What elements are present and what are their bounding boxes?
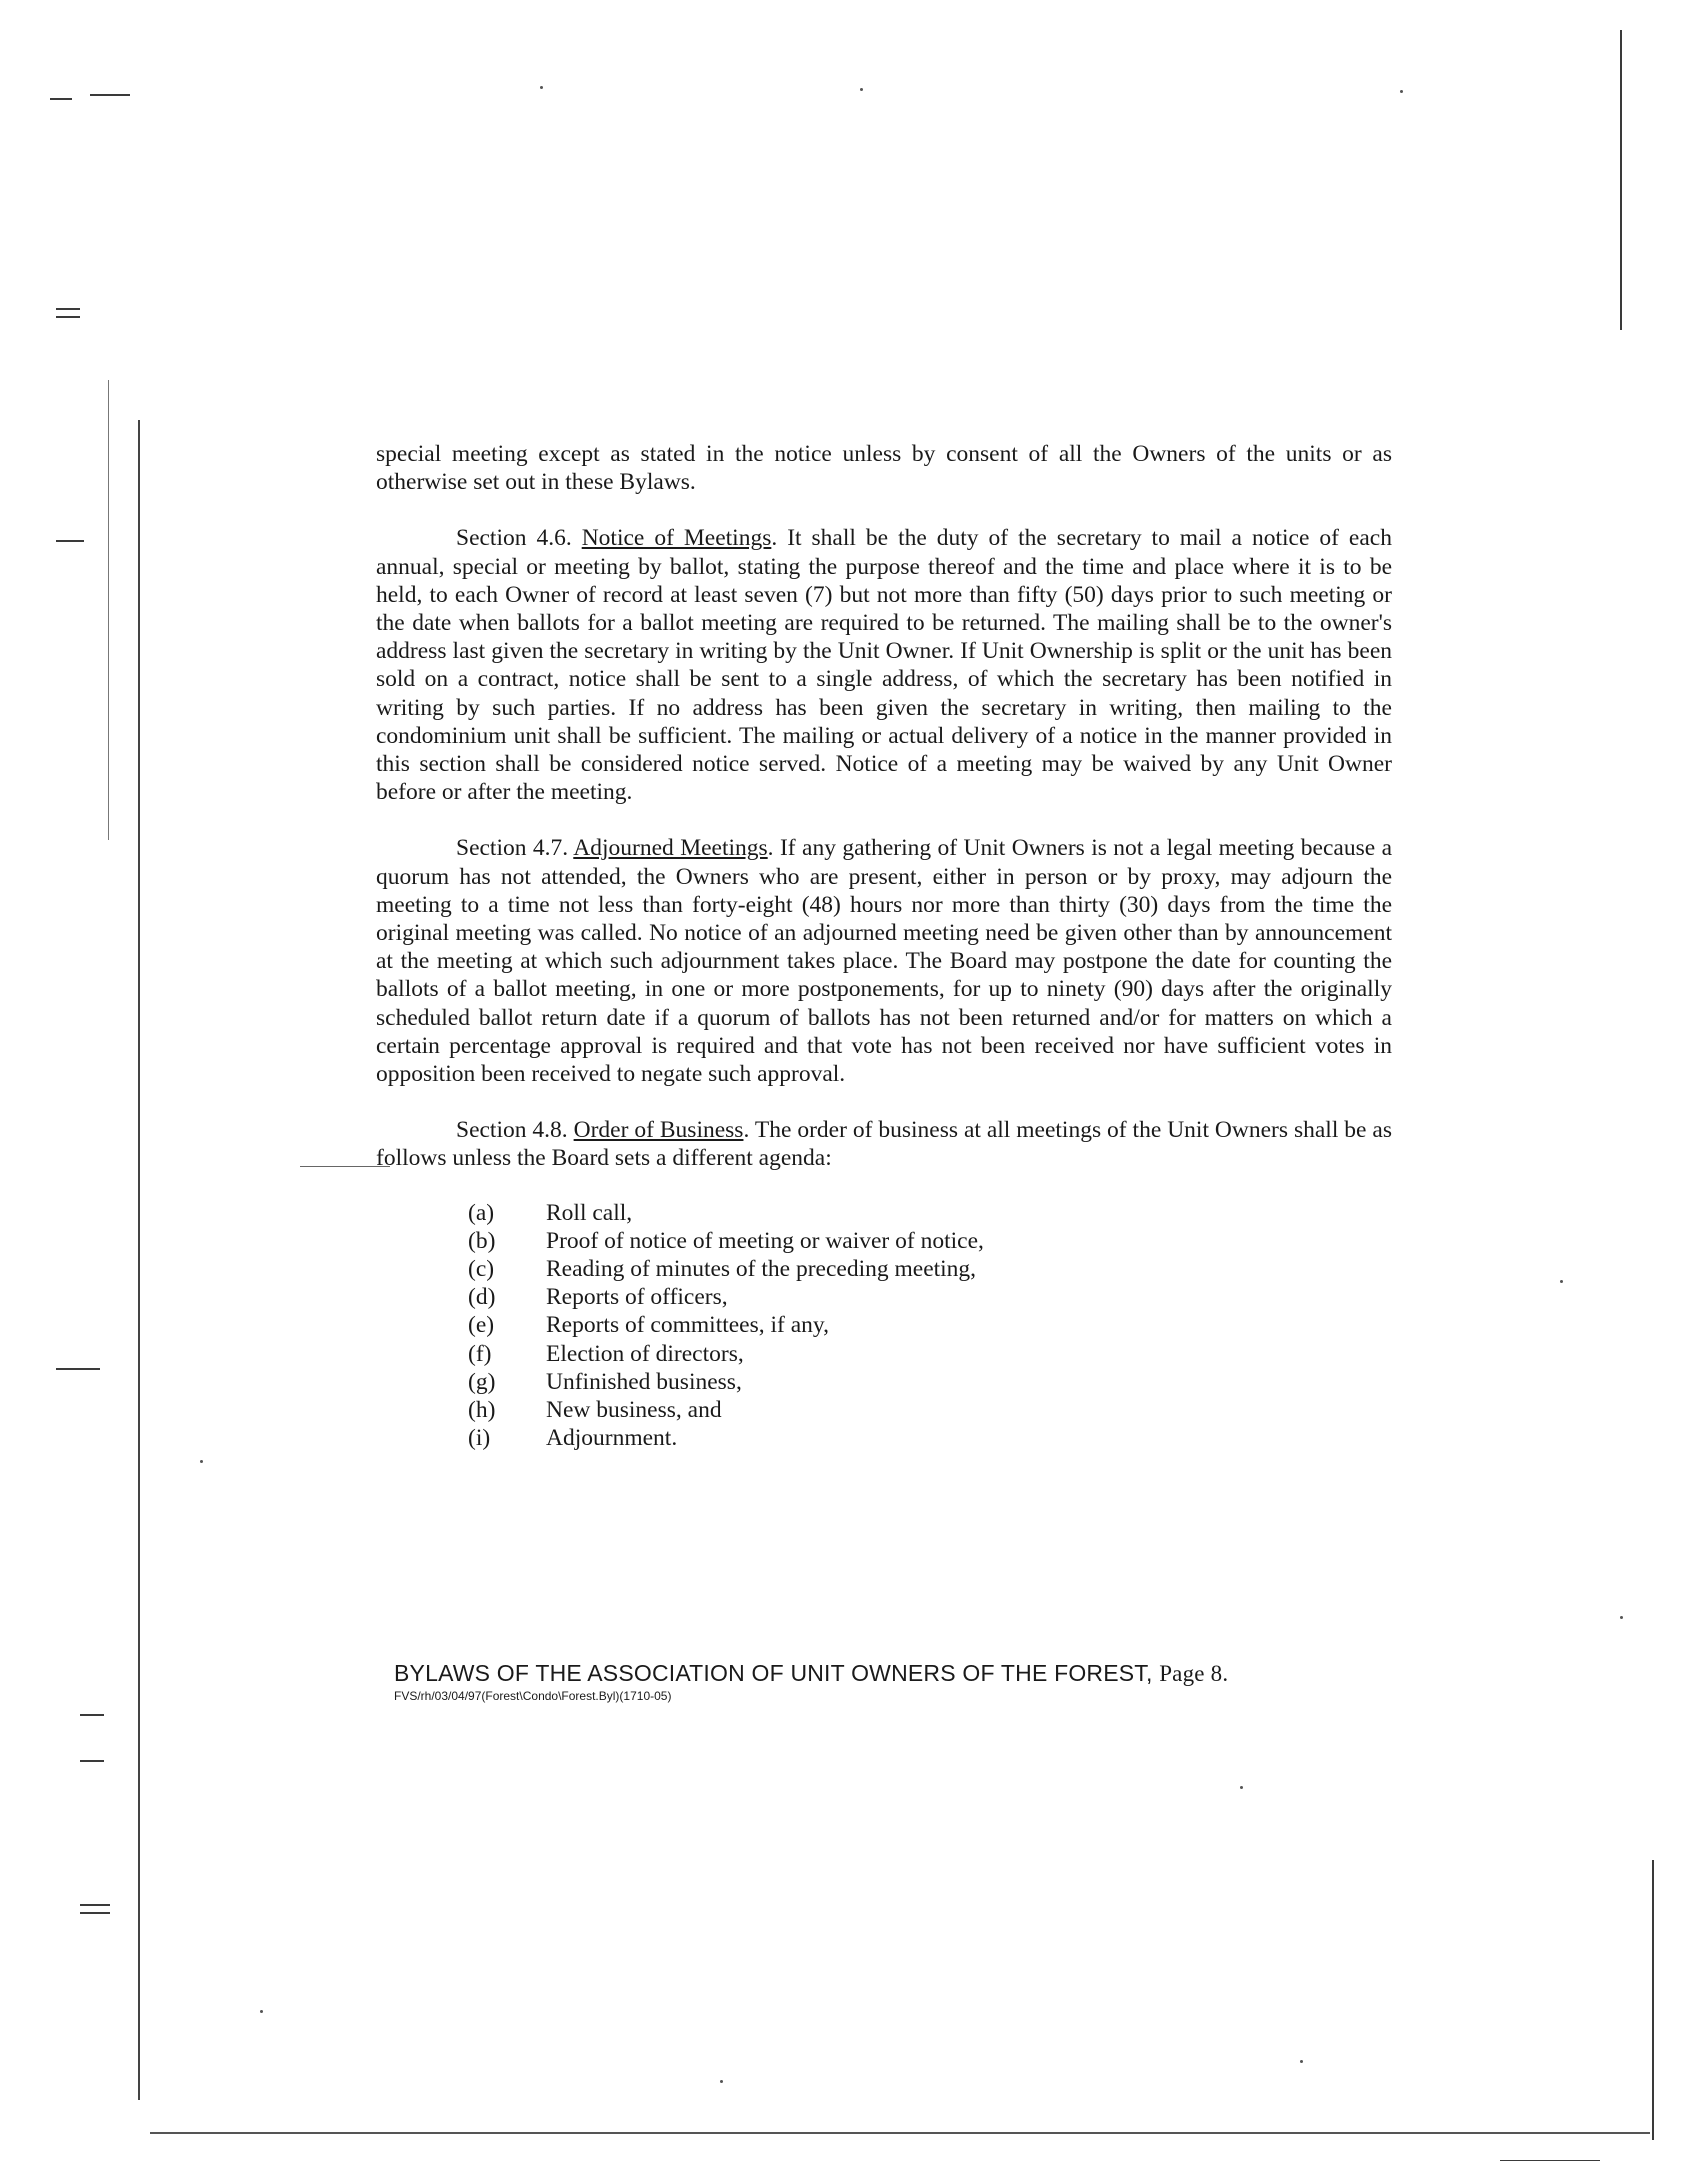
section-4-8 <box>376 1116 1392 1172</box>
scan-mark-left-1 <box>56 308 80 310</box>
page-number: Page 8. <box>1159 1661 1229 1686</box>
scan-speck <box>200 1460 203 1463</box>
scan-speck <box>1300 2060 1303 2063</box>
list-item <box>468 1283 1392 1311</box>
section-4-7 <box>376 834 1392 1088</box>
list-item-mark: (i) <box>468 1425 491 1452</box>
section-4-7-heading: Adjourned Meetings <box>573 835 768 862</box>
footer-document-title: BYLAWS OF THE ASSOCIATION OF UNIT OWNERS OF THE FOREST, <box>394 1660 1160 1686</box>
list-item <box>468 1340 1392 1368</box>
list-item <box>468 1368 1392 1396</box>
list-item-text: New business, and <box>546 1397 722 1424</box>
order-of-business-list <box>468 1199 1392 1453</box>
list-item <box>468 1255 1392 1283</box>
list-item-text: Adjournment. <box>546 1425 678 1452</box>
section-4-7-body: . If any gathering of Unit Owners is not a legal meeting because a quorum has not attended, the Owners who are present, either in person or by proxy, may adjourn the meeting to a time not less than forty-eight (48) hours nor more than thirty (30) days from the time the original meeting was called. No notice of an adjourned meeting need be given other than by announcement at the meeting at which such adjournment takes place. The Board may postpone the date for counting the ballots of a ballot meeting, in one or more postponements, for up to ninety (90) days after the originally scheduled ballot return date if a quorum of ballots has not been returned and/or for matters on which a certain percentage approval is required and that vote has not been received nor have sufficient votes in opposition been received to negate such approval. <box>376 835 1393 1088</box>
list-item-mark: (d) <box>468 1284 496 1311</box>
scan-edge-left-inner <box>108 380 109 840</box>
scan-mark-bottom <box>1500 2160 1600 2161</box>
scan-mark-left-2 <box>56 316 80 318</box>
scan-mark-left-8 <box>80 1912 110 1914</box>
list-item-mark: (h) <box>468 1397 496 1424</box>
list-item <box>468 1424 1392 1452</box>
document-body <box>376 440 1392 1453</box>
scan-edge-right-lower <box>1652 1860 1654 2140</box>
list-item-text: Reports of committees, if any, <box>546 1312 830 1339</box>
scan-mark-left-7 <box>80 1904 110 1906</box>
list-item <box>468 1311 1392 1339</box>
scan-mark-left-5 <box>80 1714 104 1716</box>
list-item-text: Proof of notice of meeting or waiver of notice, <box>546 1227 984 1254</box>
section-4-6-body: . It shall be the duty of the secretary to mail a notice of each annual, special or meeting by ballot, stating the purpose thereof and the time and place where it is to be held, to each Owner of record at least seven (7) but not more than fifty (50) days prior to such meeting or the date when ballots for a ballot meeting are required to be returned. The mailing shall be to the owner's address last given the secretary in writing by the Unit Owner. If Unit Ownership is split or the unit has been sold on a contract, notice shall be sent to a single address, of which the secretary has been notified in writing by such parties. If no address has been given the secretary in writing, then mailing to the condominium unit shall be sufficient. The mailing or actual delivery of a notice in the manner provided in this section shall be considered notice served. Notice of a meeting may be waived by any Unit Owner before or after the meeting. <box>376 525 1392 806</box>
footer-file-reference: FVS/rh/03/04/97(Forest\Condo\Forest.Byl)(1710-05) <box>394 1689 672 1703</box>
section-4-8-body: . The order of business at all meetings of the Unit Owners shall be as follows unless the Board sets a different agenda: <box>376 1117 1392 1172</box>
list-item-mark: (g) <box>468 1368 496 1395</box>
scan-mark-left-6 <box>80 1760 104 1762</box>
list-item <box>468 1199 1392 1227</box>
scan-edge-bottom <box>150 2132 1650 2134</box>
scan-speck <box>720 2080 723 2083</box>
scan-speck <box>860 88 863 91</box>
section-4-6-number: Section 4.6. <box>456 525 582 552</box>
scan-speck <box>540 86 543 89</box>
scan-speck <box>1400 90 1403 93</box>
section-4-6 <box>376 524 1392 806</box>
section-4-7-number: Section 4.7. <box>456 835 574 862</box>
paragraph-continuation: special meeting except as stated in the notice unless by consent of all the Owners of the units or as otherwise set out in these Bylaws. <box>376 441 1392 496</box>
list-item-text: Election of directors, <box>546 1340 744 1367</box>
list-item <box>468 1227 1392 1255</box>
scan-edge-left <box>138 420 140 2100</box>
list-item-text: Roll call, <box>546 1199 633 1226</box>
list-item <box>468 1396 1392 1424</box>
page-footer <box>394 1660 1394 1703</box>
list-item-mark: (f) <box>468 1340 492 1367</box>
scan-speck <box>1560 1280 1563 1283</box>
scan-edge-right <box>1620 30 1622 330</box>
list-item-mark: (c) <box>468 1256 495 1283</box>
footer-title <box>394 1660 1394 1687</box>
scan-speck <box>1240 1786 1243 1789</box>
list-item-text: Reading of minutes of the preceding meeting, <box>546 1256 977 1283</box>
list-item-mark: (e) <box>468 1312 495 1339</box>
scan-mark-left-3 <box>56 540 84 542</box>
list-item-text: Reports of officers, <box>546 1284 728 1311</box>
scan-speck <box>260 2010 263 2013</box>
section-4-6-heading: Notice of Meetings <box>581 525 772 552</box>
list-item-text: Unfinished business, <box>546 1368 742 1395</box>
section-4-8-heading: Order of Business <box>573 1117 744 1144</box>
list-item-mark: (b) <box>468 1227 496 1254</box>
scan-mark-top-left <box>50 98 72 100</box>
scan-mark-left-4 <box>56 1368 100 1370</box>
section-4-8-number: Section 4.8. <box>456 1117 574 1144</box>
scan-mark-top-left-2 <box>90 94 130 96</box>
scan-speck <box>1620 1616 1623 1619</box>
list-item-mark: (a) <box>468 1199 495 1226</box>
